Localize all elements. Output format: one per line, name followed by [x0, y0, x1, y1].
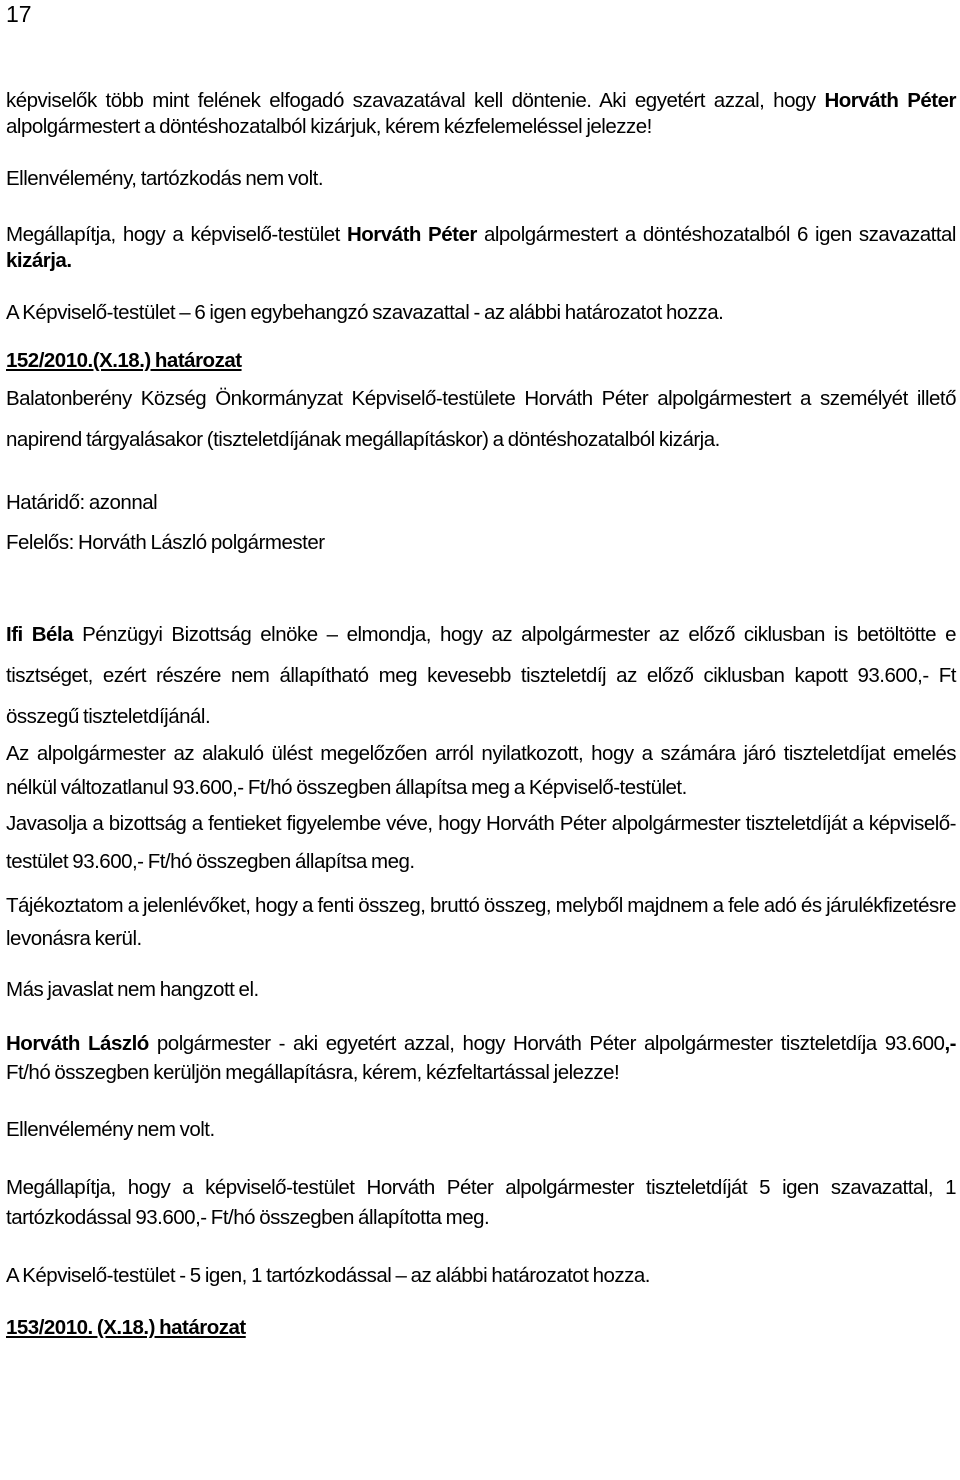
- document-body: [6, 88, 956, 1341]
- paragraph-fee-finding: Megállapítja, hogy a képviselő-testület Horváth Péter alpolgármester tiszteletdíját 5 igen szavazattal, 1 tartózkodással 93.600,- Ft/hó összegben állapította meg.: [6, 1176, 956, 1229]
- paragraph-no-other-proposal: Más javaslat nem hangzott el.: [6, 978, 259, 1001]
- paragraph-committee-proposal: Javasolja a bizottság a fentieket figyelembe véve, hogy Horváth Péter alpolgármester tiszteletdíját a képviselő-testület 93.600,- Ft/hó összegben állapítsa meg.: [6, 812, 956, 873]
- resolution-heading-153: 153/2010. (X.18.) határozat: [6, 1316, 246, 1339]
- paragraph-resolution-text: Balatonberény Község Önkormányzat Képviselő-testülete Horváth Péter alpolgármestert a személyét illető napirend tárgyalásakor (tiszteletdíjának megállapításkor) a döntéshozatalból kizárja.: [6, 387, 956, 451]
- paragraph-committee-chair: Ifi Béla Pénzügyi Bizottság elnöke – elmondja, hogy az alpolgármester az előző ciklusban is betöltötte e tisztséget, ezért részére nem állapítható meg kevesebb tiszteletdíj az előző ciklusban kapott 93.600,- Ft összegű tiszteletdíjánál.: [6, 623, 956, 728]
- responsible-line: Felelős: Horváth László polgármester: [6, 531, 325, 554]
- paragraph-no-objection-2: Ellenvélemény nem volt.: [6, 1118, 215, 1141]
- bold-name: Horváth Péter: [824, 89, 956, 112]
- paragraph-mayor-vote-call: Horváth László polgármester - aki egyetért azzal, hogy Horváth Péter alpolgármester tiszteletdíja 93.600,- Ft/hó összegben kerüljön megállapításra, kérem, kézfeltartással jelezze!: [6, 1032, 956, 1084]
- bold-verdict: kizárja.: [6, 249, 72, 272]
- paragraph-deputy-statement: Az alpolgármester az alakuló ülést megelőzően arról nyilatkozott, hogy a számára járó tiszteletdíjat emelés nélkül változatlanul 93.600,- Ft/hó összegben állapítsa meg a Képviselő-testület.: [6, 742, 956, 799]
- bold-name: Ifi Béla: [6, 623, 74, 646]
- paragraph-exclusion-finding: Megállapítja, hogy a képviselő-testület Horváth Péter alpolgármestert a döntéshozatalból 6 igen szavazattal kizárja.: [6, 223, 956, 272]
- deadline-line: Határidő: azonnal: [6, 491, 158, 514]
- page-number: 17: [6, 1, 32, 27]
- paragraph-vote-call: képviselők több mint felének elfogadó szavazatával kell döntenie. Aki egyetért azzal, hogy Horváth Péter alpolgármestert a döntéshozatalból kizárjuk, kérem kézfelemeléssel jelezze!: [6, 89, 956, 138]
- paragraph-resolution-intro: A Képviselő-testület – 6 igen egybehangzó szavazattal - az alábbi határozatot hozza.: [6, 301, 724, 324]
- resolution-heading-152: 152/2010.(X.18.) határozat: [6, 349, 242, 372]
- bold-name: Horváth László: [6, 1032, 149, 1055]
- paragraph-no-objection: Ellenvélemény, tartózkodás nem volt.: [6, 167, 324, 190]
- paragraph-resolution-intro-2: A Képviselő-testület - 5 igen, 1 tartózkodással – az alábbi határozatot hozza.: [6, 1264, 650, 1287]
- bold-name: Horváth Péter: [346, 223, 477, 246]
- paragraph-gross-amount-info: Tájékoztatom a jelenlévőket, hogy a fenti összeg, bruttó összeg, melyből majdnem a fele adó és járulékfizetésre levonásra kerül.: [6, 894, 956, 950]
